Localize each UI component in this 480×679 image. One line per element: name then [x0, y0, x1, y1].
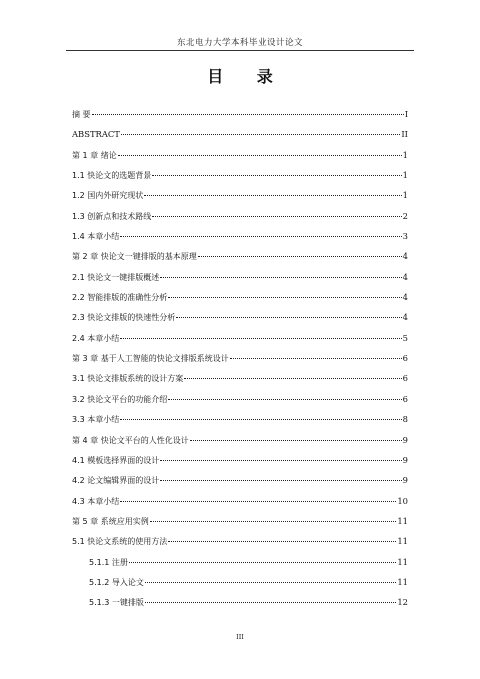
toc-entry-label: 第 1 章 绪论: [72, 150, 117, 160]
toc-dot-leader: [198, 256, 402, 257]
toc-dot-leader: [120, 338, 401, 339]
toc-entry[interactable]: [72, 434, 408, 454]
toc-entry-page: 3: [402, 231, 408, 242]
header-rule: [66, 50, 414, 51]
toc-entry-label: 1.2 国内外研究现状: [72, 191, 144, 201]
toc-entry[interactable]: [72, 372, 408, 392]
toc-dot-leader: [120, 501, 396, 502]
toc-dot-leader: [152, 175, 401, 176]
toc-entry-page: 8: [402, 414, 408, 425]
toc-dot-leader: [145, 602, 396, 603]
toc-dot-leader: [168, 399, 401, 400]
toc-entry-page: 9: [402, 454, 408, 465]
running-header: 东北电力大学本科毕业设计论文: [176, 38, 303, 48]
toc-entry-label: 5.1.1 注册: [89, 557, 128, 567]
toc-dot-leader: [160, 480, 401, 481]
toc-dot-leader: [230, 358, 402, 359]
toc-entry-label: 5.1.2 导入论文: [89, 577, 144, 587]
toc-entry-page: 6: [402, 353, 408, 364]
toc-entry-page: 5: [402, 332, 408, 343]
toc-entry-page: 12: [397, 597, 408, 608]
toc-entry-label: 第 3 章 基于人工智能的快论文排版系统设计: [72, 354, 229, 364]
toc-entry-label: 5.1.3 一键排版: [89, 598, 144, 608]
toc-entry[interactable]: [72, 291, 408, 311]
toc-entry-page: 6: [402, 393, 408, 404]
toc-entry-page: 2: [402, 210, 408, 221]
toc-entry-page: 4: [402, 312, 408, 323]
toc-entry[interactable]: [72, 311, 408, 331]
page-number: III: [236, 633, 244, 641]
toc-entry-page: 4: [402, 292, 408, 303]
toc-entry[interactable]: [72, 556, 408, 576]
toc-entry-page: 1: [402, 170, 408, 181]
toc-entry-page: 1: [402, 149, 408, 160]
toc-entry[interactable]: [72, 332, 408, 352]
toc-list: [72, 108, 408, 617]
toc-entry-label: 1.1 快论文的选题背景: [72, 171, 152, 181]
toc-dot-leader: [150, 521, 397, 522]
toc-entry[interactable]: [72, 189, 408, 209]
toc-dot-leader: [118, 155, 402, 156]
toc-dot-leader: [184, 378, 401, 379]
toc-entry[interactable]: [72, 230, 408, 250]
toc-entry-label: 5.1 快论文系统的使用方法: [72, 537, 168, 547]
toc-dot-leader: [144, 195, 401, 196]
toc-dot-leader: [145, 582, 396, 583]
toc-entry-label: 1.4 本章小结: [72, 232, 120, 242]
toc-entry-label: 2.4 本章小结: [72, 333, 120, 343]
toc-entry[interactable]: [72, 515, 408, 535]
toc-entry[interactable]: [72, 128, 408, 148]
toc-entry-page: 1: [402, 190, 408, 201]
toc-dot-leader: [120, 236, 401, 237]
toc-dot-leader: [160, 460, 401, 461]
toc-entry-label: 摘 要: [72, 110, 91, 119]
toc-entry-label: 3.1 快论文排版系统的设计方案: [72, 374, 184, 384]
toc-entry-label: 3.3 本章小结: [72, 415, 120, 425]
toc-entry[interactable]: [72, 169, 408, 189]
toc-entry[interactable]: [72, 250, 408, 270]
toc-entry-page: 4: [402, 251, 408, 262]
toc-dot-leader: [168, 541, 396, 542]
toc-entry-label: 第 4 章 快论文平台的人性化设计: [72, 435, 189, 445]
toc-entry[interactable]: [72, 495, 408, 515]
toc-entry-label: ABSTRACT: [72, 129, 120, 140]
toc-dot-leader: [190, 440, 402, 441]
toc-entry-page: I: [404, 109, 408, 119]
toc-entry[interactable]: [72, 210, 408, 230]
toc-dot-leader: [120, 419, 401, 420]
toc-title: 目 录: [207, 67, 287, 86]
toc-entry-label: 1.3 创新点和技术路线: [72, 211, 152, 221]
toc-dot-leader: [129, 562, 396, 563]
toc-dot-leader: [152, 216, 401, 217]
toc-entry-page: 4: [402, 271, 408, 282]
toc-entry[interactable]: [72, 393, 408, 413]
toc-entry[interactable]: [72, 454, 408, 474]
toc-entry[interactable]: [72, 576, 408, 596]
toc-dot-leader: [176, 317, 401, 318]
toc-entry-label: 2.2 智能排版的准确性分析: [72, 293, 168, 303]
toc-entry-page: 11: [397, 536, 408, 547]
toc-entry[interactable]: [72, 108, 408, 128]
toc-entry-label: 2.3 快论文排版的快速性分析: [72, 313, 176, 323]
toc-entry[interactable]: [72, 596, 408, 616]
toc-entry-page: 11: [397, 576, 408, 587]
toc-entry-page: 9: [402, 434, 408, 445]
toc-entry-page: 9: [402, 475, 408, 486]
toc-dot-leader: [121, 134, 401, 135]
toc-entry[interactable]: [72, 474, 408, 494]
toc-entry-label: 第 5 章 系统应用实例: [72, 516, 149, 526]
toc-entry-label: 第 2 章 快论文一键排版的基本原理: [72, 252, 197, 262]
toc-entry[interactable]: [72, 352, 408, 372]
toc-entry[interactable]: [72, 535, 408, 555]
toc-entry-page: 6: [402, 373, 408, 384]
toc-entry-page: 11: [397, 556, 408, 567]
toc-dot-leader: [168, 297, 401, 298]
toc-entry-label: 4.3 本章小结: [72, 496, 120, 506]
toc-entry-page: 10: [397, 495, 408, 506]
toc-entry-page: 11: [397, 515, 408, 526]
toc-entry-label: 4.2 论文编辑界面的设计: [72, 476, 160, 486]
toc-entry-label: 3.2 快论文平台的功能介绍: [72, 394, 168, 404]
toc-entry-label: 2.1 快论文一键排版概述: [72, 272, 160, 282]
toc-entry[interactable]: [72, 413, 408, 433]
toc-entry[interactable]: [72, 271, 408, 291]
toc-entry-page: II: [401, 129, 408, 140]
toc-dot-leader: [160, 277, 401, 278]
toc-entry[interactable]: [72, 149, 408, 169]
toc-entry-label: 4.1 模板选择界面的设计: [72, 455, 160, 465]
toc-dot-leader: [92, 114, 404, 115]
